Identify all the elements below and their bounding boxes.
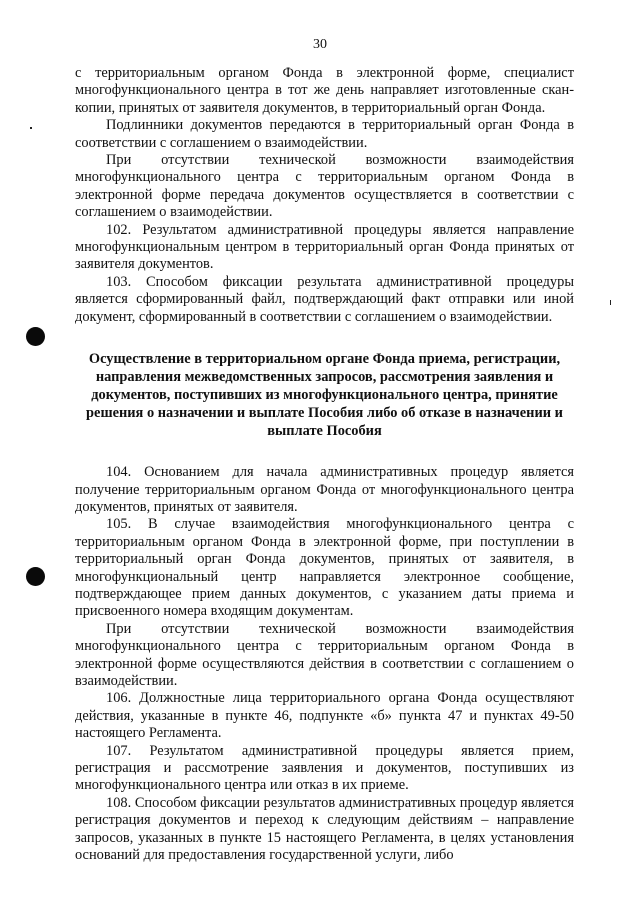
paragraph: с территориальным органом Фонда в электронной форме, специалист многофункционального центра в тот же день направляет изготовленные скан-копии, принятых от заявителя документов, в территориальный орган Фонда. bbox=[75, 65, 574, 116]
paragraph: Подлинники документов передаются в территориальный орган Фонда в соответствии с соглашением о взаимодействии. bbox=[75, 117, 574, 151]
paragraph: 104. Основанием для начала административных процедур является получение территориальным органом Фонда от многофункционального центра документов, принятых от заявителя. bbox=[75, 464, 574, 515]
paragraph: 108. Способом фиксации результатов административных процедур является регистрация документов и переход к следующим действиям – направление запросов, указанных в пункте 15 настоящего Регламента, в целях установления оснований для предоставления государственной услуги, либо bbox=[75, 794, 574, 864]
scan-speck bbox=[610, 300, 611, 305]
scan-speck bbox=[30, 127, 32, 129]
paragraph: 102. Результатом административной процедуры является направление многофункциональным центром в территориальный орган Фонда принятых от заявителя документов. bbox=[75, 221, 574, 273]
paragraph: 103. Способом фиксации результата административной процедуры является сформированный файл, подтверждающий факт отправки или иной документ, сформированный в соответствии с соглашением о взаимодействии. bbox=[75, 273, 574, 325]
paragraph: При отсутствии технической возможности взаимодействия многофункционального центра с территориальным органом Фонда в электронной форме осуществляются действия в соответствии с соглашением о взаимодействии. bbox=[75, 620, 574, 689]
paragraphs-bottom bbox=[75, 464, 574, 864]
paragraphs-top bbox=[75, 65, 574, 326]
paragraph: При отсутствии технической возможности взаимодействия многофункционального центра с территориальным органом Фонда в электронной форме передача документов осуществляется в соответствии с соглашением о взаимодействии. bbox=[75, 152, 574, 221]
document-body bbox=[75, 65, 574, 864]
punch-hole bbox=[26, 567, 45, 586]
paragraph: 105. В случае взаимодействия многофункционального центра с территориальным органом Фонда в электронной форме, при поступлении в территориальный орган Фонда документов, принятых от заявителя, в многофункциональный центр направляется электронное сообщение, подтверждающее прием данных документов, с указанием даты приема и присвоенного номера входящим документам. bbox=[75, 516, 574, 620]
section-heading: Осуществление в территориальном органе Фонда приема, регистрации, направления межведомственных запросов, рассмотрения заявления и документов, поступивших из многофункционального центра, принятие решения о назначении и выплате Пособия либо об отказе в назначении и выплате Пособия bbox=[86, 351, 563, 440]
paragraph: 106. Должностные лица территориального органа Фонда осуществляют действия, указанные в пункте 46, подпункте «б» пункта 47 и пунктах 49-50 настоящего Регламента. bbox=[75, 690, 574, 742]
punch-hole bbox=[26, 327, 45, 346]
paragraph: 107. Результатом административной процедуры является прием, регистрация и рассмотрение заявления и документов, поступивших из многофункционального центра или отказ в их приеме. bbox=[75, 742, 574, 794]
page-number: 30 bbox=[313, 37, 327, 52]
